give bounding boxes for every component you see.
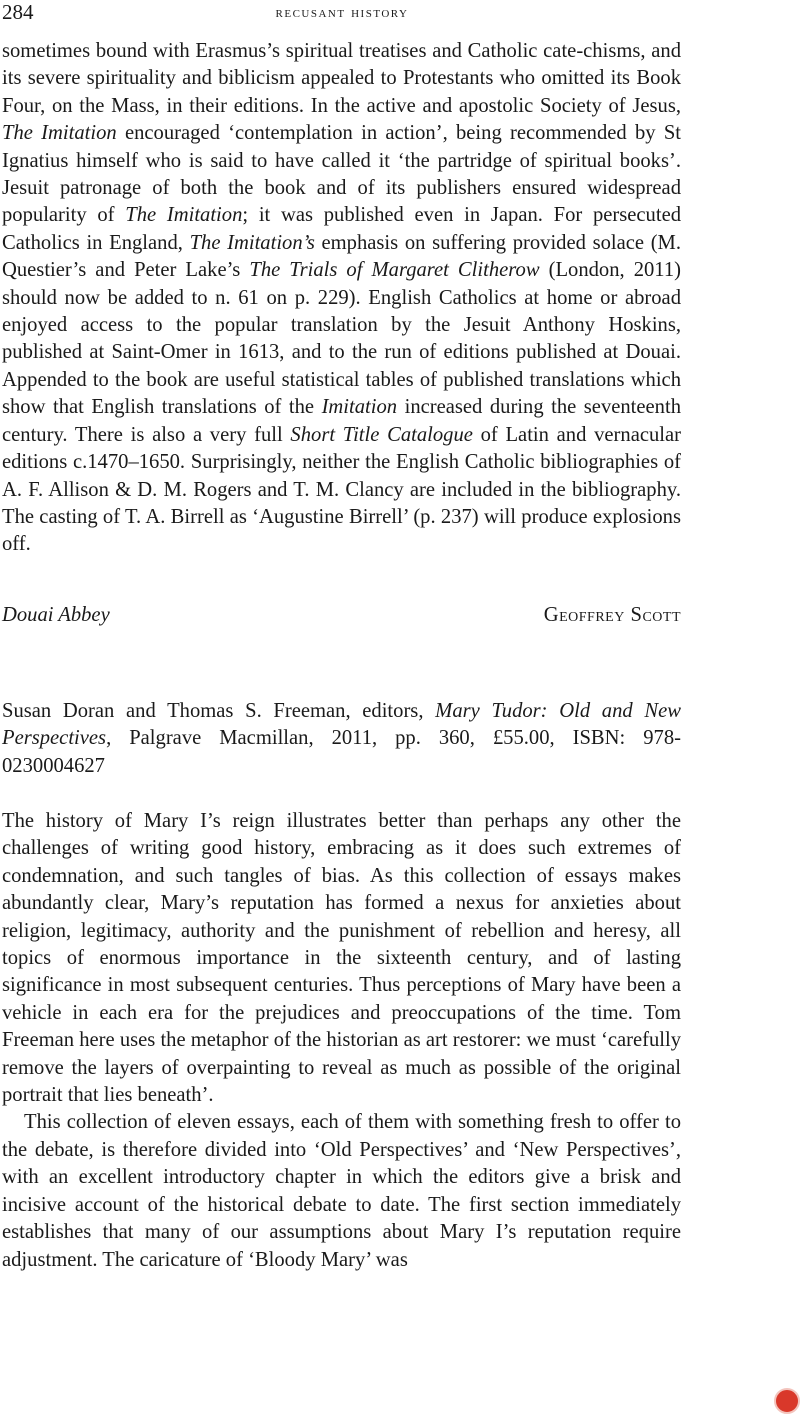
second-review-body: [2, 808, 681, 1274]
reviewer-name: Geoffrey Scott: [543, 604, 681, 626]
italic-title: Imitation: [321, 396, 398, 419]
badge-icon[interactable]: [774, 1388, 800, 1414]
first-review-paragraph: sometimes bound with Erasmus’s spiritual treatises and Catholic cate-chisms, and its severe spirituality and biblicism appealed to Protestants who omitted its Book Four, on the Mass, in their editions. In the active and apostolic Society of Jesus, The Imitation encouraged ‘contemplation in action’, being recommended by St Ignatius himself who is said to have called it ‘the partridge of spiritual books’. Jesuit patronage of both the book and of its publishers ensured widespread popularity of The Imitation; it was published even in Japan. For persecuted Catholics in England, The Imitation’s emphasis on suffering provided solace (M. Questier’s and Peter Lake’s The Trials of Margaret Clitherow (London, 2011) should now be added to n. 61 on p. 229). English Catholics at home or abroad enjoyed access to the popular translation by the Jesuit Anthony Hoskins, published at Saint-Omer in 1613, and to the run of editions published at Douai. Appended to the book are useful statistical tables of published translations which show that English translations of the Imitation increased during the seventeenth century. There is also a very full Short Title Catalogue of Latin and vernacular editions c.1470–1650. Surprisingly, neither the English Catholic bibliographies of A. F. Allison & D. M. Rogers and T. M. Clancy are included in the bibliography. The casting of T. A. Birrell as ‘Augustine Birrell’ (p. 237) will produce explosions off.: [2, 40, 682, 556]
review-paragraph-1: The history of Mary I’s reign illustrates better than perhaps any other the challenges of writing good history, embracing as it does such extremes of condemnation, and such tangles of bias. As this collection of essays makes abundantly clear, Mary’s reputation has formed a nexus for anxieties about religion, legitimacy, authority and the punishment of rebellion and heresy, all topics of enormous importance in the sixteenth century, and of lasting significance in most subsequent centuries. Thus perceptions of Mary have been a vehicle in each era for the prejudices and preoccupations of the time. Tom Freeman here uses the metaphor of the historian as art restorer: we must ‘carefully remove the layers of overpainting to reveal as much as possible of the original portrait that lies beneath’.: [2, 810, 681, 1107]
italic-title: The Imitation: [125, 204, 243, 227]
italic-title: Short Title Catalogue: [290, 423, 473, 446]
journal-title: recusant history: [275, 4, 409, 21]
italic-title: The Trials of Margaret Clitherow: [249, 259, 540, 282]
book-citation: Susan Doran and Thomas S. Freeman, editors, Mary Tudor: Old and New Perspectives, Palgrave Macmillan, 2011, pp. 360, £55.00, ISBN: 978-0230004627: [2, 700, 681, 777]
page-number: 284: [2, 0, 34, 24]
reviewer-signature: [2, 602, 681, 630]
italic-title: The Imitation: [2, 122, 117, 145]
first-review-body: [2, 38, 681, 559]
review-paragraph-2: This collection of eleven essays, each of them with something fresh to offer to the debate, is therefore divided into ‘Old Perspectives’ and ‘New Perspectives’, with an excellent introductory chapter in which the editors give a brisk and incisive account of the historical debate to date. The first section immediately establishes that many of our assumptions about Mary I’s reputation require adjustment. The caricature of ‘Bloody Mary’ was: [2, 1111, 681, 1271]
running-head: [2, 0, 682, 28]
italic-title: The Imitation’s: [189, 231, 315, 254]
reviewer-affiliation: Douai Abbey: [2, 604, 110, 626]
italic-title: Mary Tudor: Old and New Perspectives: [2, 700, 681, 750]
